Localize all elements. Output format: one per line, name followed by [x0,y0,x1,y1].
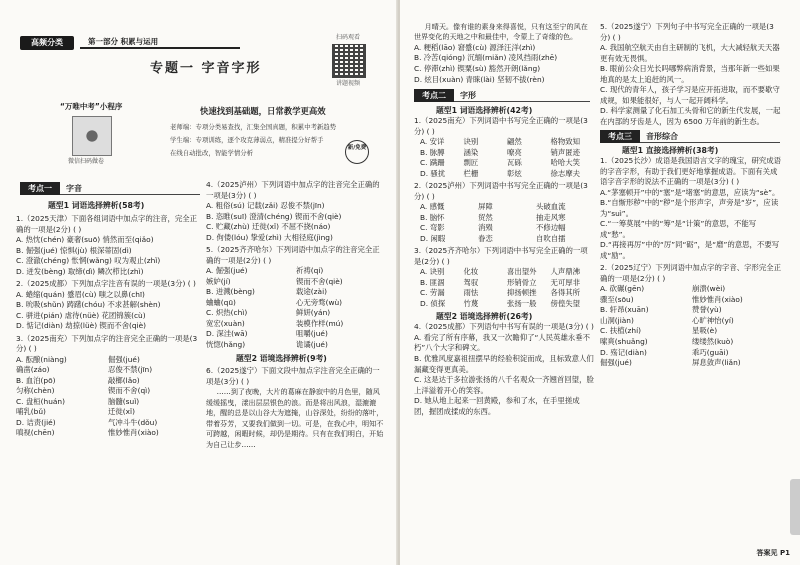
option-part: 祈祷(qí) [296,266,324,276]
option[interactable]: C. 现代的青年人，孩子学习是应开拓进取，而不要歇守成规，如果能很好，与人一起开阔科学。 [600,85,780,105]
option[interactable]: A. 蜷缩(quán) 蹙眉(cù) 嗤之以鼻(chī) [16,289,145,299]
subsection-heading: 题型1 直接选择辨析(38考) [622,146,719,156]
word: 消殒 [478,223,493,233]
free-badge: 新/免费 [345,140,369,164]
option-part: 诡谲(jué) [296,339,328,349]
section-tag: 考点三 [600,130,640,143]
option[interactable]: A. 粗俗(sú) 记载(zǎi) 忍俊不禁(jīn) [206,201,325,211]
answer-reference: 答案见 P1 [756,549,790,558]
option-part: 山洞(jiàn) [600,315,634,325]
column-1 [16,214,200,441]
word: 瓦砾 [507,158,522,168]
option-part: 装模作样(mú) [296,318,344,328]
option-part: 崩溃(wèi) [692,284,726,294]
option[interactable]: C. 弯影 [420,223,445,233]
word: 屏障 [478,202,493,212]
option[interactable]: C. 蹒跚 [420,158,445,168]
option[interactable]: A. 热忱(chén) 豪奢(suō) 悄然而至(qiǎo) [16,235,154,245]
word: 诀别 [463,137,479,147]
word: 涵染 [463,147,479,157]
option-part: 气冲斗牛(dǒu) [108,417,158,427]
option[interactable]: B. 冷苦(qióng) 沉缅(miǎn) 凌风挡雨(zhē) [414,53,558,63]
word: 竹蔑 [463,298,479,308]
option[interactable]: D.“再接再厉”中的“厉”同“砺”，是“磨”的意思，不要写成“励”。 [600,240,780,260]
word: 抑扬顿挫 [507,288,537,298]
option-part: 锲而不舍(qiè) [296,276,343,286]
option[interactable]: D. 她从地上起来一回黄殿，参和了水，在手里搓成团，握团成揉成的东西。 [414,396,580,416]
word: 格物致知 [550,137,581,147]
option[interactable]: D. 侦探 [420,298,446,308]
word: 头破血流 [536,202,566,212]
word: 栏栅 [463,168,479,178]
question-stem: 1.（2025长沙）成语是我国语言文字的瑰宝，研究成语的字音字形，有助于我们更好地掌握成语。下面有关成语字音字形的说法不正确的一项是(3分) ( ) [600,156,782,187]
section-tag: 考点二 [414,89,454,102]
question-3 [16,334,200,439]
promo-line: 学生端：专项训练，逐个攻克薄弱点，精准提分好帮手 [170,136,324,144]
option[interactable]: C. 骈进(pián) 虐待(nüè) 花团锦簇(cù) [16,310,146,320]
option[interactable]: B. 血泊(pō) [16,375,56,385]
word: 贸然 [478,212,493,222]
option[interactable]: A. 诀别 [420,267,445,277]
word: 无可厚非 [550,277,581,287]
option[interactable]: C. 劳漏 [420,288,445,298]
option[interactable]: A. 感慨 [420,202,445,212]
option[interactable]: D. 闲暇 [420,233,446,243]
option-part: 嗔视(chēn) [16,428,55,438]
option[interactable]: C. 这是达于多拉游张扬的八千名观众一齐翘首回望，脸上洋溢着开心的笑容。 [414,375,594,395]
option-part: 骤至(sōu) [600,294,634,304]
option-part: 惟妙惟肖(xiào) [692,294,743,304]
question-stem: 4.（2025泸州）下列词语中加点字的注音完全正确的一项是(3分) ( ) [206,180,380,200]
question-stem: 3.（2025齐齐哈尔）下列词语中书写完全正确的一项是(2分) ( ) [414,246,588,266]
question-5 [206,245,386,350]
question-4 [206,180,386,243]
promo-line: 老师端：专项分类易查找，汇集全国真题，积累中考新趋势 [170,123,337,131]
option[interactable]: A. 我国航空航天由自主研制的飞机，大大减轻航天天器更有效无畏惧。 [600,43,780,63]
question-stem: 2.（2025成都）下列加点字注音有误的一项是(3分) ( ) [16,279,196,289]
option-part: 乖巧(guāi) [692,347,729,357]
word: 张扬一般 [507,298,537,308]
word: 翩然 [507,137,522,147]
reading-passage: ……到了夜晚，大片的葛麻在静寂中的月色里，随风缓缓摇曳，漾出层层银色的浪。而是将出风浪，湿漉漉地，醒的总是以山谷大为遮掩，山谷深处，纷纷的落叶，带着芬芳，又要我们做到一切。可是，在我心中，明知不可跨越，闲暇时候，却仍是期待。只有在我们明白，开始为自己让步…… [206,387,384,449]
option[interactable]: C. 停滞(zhì) 锲粟(sù) 豁然开朗(lǎng) [414,64,541,73]
option-part: 锲而不舍(qì) [108,386,151,396]
page-thumb-tab [790,479,800,535]
question-stem: 4.（2025成都）下列语句中书写有误的一项是(3分) ( ) [414,322,594,332]
option-part: 确凿(záo) [16,365,50,375]
column-3 [414,22,594,419]
option[interactable]: B. 脑怀 [420,212,445,222]
option-part: 敲榔(lǎo) [108,375,140,385]
option[interactable]: D. 佝偻(lóu) 挚爱(zhì) 大相径庭(jìng) [206,232,333,242]
option-part: 倔强(jué) [600,358,632,368]
question-r2 [414,181,594,244]
option-part: 屏息敛声(liǎn) [692,358,741,368]
question-stem: 2.（2025泸州）下列词语中书写完全正确的一项是(3分) ( ) [414,181,588,201]
option[interactable]: C. 贮藏(zhù) 迁徙(xǐ) 不屈不挠(náo) [206,222,331,232]
qr-caption-bottom: 讲题视频 [336,80,361,87]
column-2 [206,180,386,452]
option-part: 惟妙惟肖(xiào) [108,428,159,438]
word: 傍偟失望 [550,298,581,308]
option[interactable]: A. 看完了所有序幕，我又一次瞻仰了“人民英雄永垂不朽”八个大字和碑文。 [414,332,591,353]
option-part: 倔强(jué) [108,354,140,364]
part-header: 第一部分 积累与运用 [80,36,240,49]
series-logo: 高频分类 [20,36,74,50]
question-2 [16,279,200,332]
question-r6 [600,156,784,261]
section-header-combined [600,130,780,143]
option-part: 脑髓(suǐ) [108,396,140,406]
option[interactable]: C. 盘桓(huán) [16,396,65,406]
question-stem: 2.（2025辽宁）下列词语中加点字的字音、字形完全正确的一项是(2分) ( ) [600,263,782,283]
option[interactable]: A. 安详 [420,137,445,147]
option-part: 哺乳(bǔ) [16,407,46,417]
section-title: 音形综合 [646,132,678,142]
mini-qr-caption: 微信扫码做卷 [68,158,105,165]
section-title: 字形 [460,91,476,101]
word: 哈哈大笑 [550,158,581,168]
option[interactable]: B. 匪涸 [420,277,445,287]
option[interactable]: D. 骚扰 [420,168,446,178]
option[interactable]: B. 恣睢(suī) 澄清(chéng) 锲而不舍(qiè) [206,211,342,221]
option[interactable]: D. 诘责(jié) [16,417,56,427]
option[interactable]: D. 炫目(xuàn) 青睐(lài) 坚韧不拔(rèn) [414,74,545,84]
option[interactable]: B. 眼前公众日光长吗哪弊病消背景，当那年新一些如果地真的是太上追赶的风一。 [600,64,780,84]
mini-program-qr-code[interactable] [72,116,112,156]
question-stem: 6.（2025遂宁）下面文段中加点字注音完全正确的一项是(3分) ( ) [206,366,380,386]
option-part: 缕缕然(kuò) [692,336,734,346]
option[interactable]: D. 科学家测量了化石加工头骨和它的新生代发展，一起在内部的牙齿是人，因为 6500 万年前的新生态。 [600,106,781,126]
option[interactable]: C.“一筹莫展”中的“筹”是“计策”的意思，不能写成“愁”。 [600,219,757,239]
word: 各得其所 [550,288,581,298]
option-part: 匀称(chèn) [16,386,55,396]
subsection-heading: 题型1 词语选择辨析(58考) [48,201,145,210]
left-page [0,0,398,565]
topic-title: 专题一 字音字形 [150,61,262,76]
question-r4 [414,322,594,417]
option-part: 宽宏(xuàn) [206,318,245,328]
word: 不修边幅 [536,223,566,233]
word: 徐志摩夫 [550,168,581,178]
option[interactable]: B. 迸溅(bèng) [206,287,255,297]
word: 彰炫 [507,168,522,178]
option-part: 嗦爽(shuǎng) [600,336,648,346]
option-part: 嫉妒(jí) [206,276,231,286]
question-stem: 5.（2025遂宁）下列句子中书写完全正确的一项是(3分) ( ) [600,22,774,42]
option[interactable]: B. 吮吸(shǔn) 踌躇(chóu) 不求甚解(shèn) [16,300,161,310]
question-stem: 3.（2025南充）下列加点字的注音完全正确的一项是(3分) ( ) [16,333,198,354]
option[interactable]: C. 扶植(zhí) [600,326,642,336]
word: 形销骨立 [507,277,537,287]
question-r3 [414,246,594,309]
option[interactable]: B. 脉膊 [420,147,445,157]
option-part: 心无旁骛(wù) [296,297,343,307]
option-part: 蛐蛐(qū) [206,297,236,307]
word: 销声匿迹 [550,147,581,157]
promo-line: 在线自动批改，智能学情分析 [170,149,254,157]
question-stem: 5.（2025齐齐哈尔）下列词语中加点字的注音完全正确的一项是(2分) ( ) [206,245,380,265]
word: 自吹自擂 [536,233,566,243]
option[interactable]: A. 砍碾(gēn) [600,284,645,294]
word: 人声鼎沸 [550,267,581,277]
option[interactable]: D. 迸发(bèng) 取缔(dì) 鳞次栉比(zhì) [16,266,144,276]
option[interactable]: A. 倔强(jué) [206,266,248,276]
right-page [400,0,800,565]
section-title: 字音 [66,184,82,193]
video-qr-code[interactable] [332,44,366,78]
option[interactable]: B.“自惭形秽”中的“秽”是个形声字，声旁是“岁”，应读为“suì”。 [600,198,779,218]
option[interactable]: B. 轩昂(xuān) [600,305,649,315]
option[interactable]: C. 澄澈(chéng) 怅惘(wǎng) 叹为观止(zhǐ) [16,256,161,266]
option-part: 载途(zài) [296,287,328,297]
mini-program-label: “万唯中考”小程序 [60,102,123,111]
option-part: 赞誉(yù) [692,305,722,315]
question-stem: 1.（2025天津）下面各组词语中加点字的注音，完全正确的一项是(2分) ( ) [16,214,198,234]
subsection-heading: 题型2 语境选择辨析(26考) [436,312,533,322]
question-stem: 1.（2025南充）下列词语中书写完全正确的一项是(3分) ( ) [414,116,588,136]
option-part: 星吸(è) [692,326,718,336]
option[interactable]: B. 倔强(jué) 惊惧(jù) 根深蒂固(dì) [16,245,132,255]
option[interactable]: A. 酝酿(niàng) [16,354,67,364]
option[interactable]: B. 优雅风度嘉祖扭摆早的经验积淀而成，且标致意人们漏藏变得更真美。 [414,353,594,374]
option[interactable]: A.“茅塞顿开”中的“塞”是“堵塞”的意思，应读为“sè”。 [600,187,780,197]
option[interactable]: D. 殇记(diàn) [600,347,647,357]
word: 驾驭 [463,277,479,287]
word: 化妆 [463,267,479,277]
qr-caption-top: 扫码观看 [336,34,361,41]
section-header-pronunciation [20,182,200,195]
promo-title: 快速找到基础题，日常教学更高效 [200,106,326,116]
section-tag: 考点一 [20,182,60,195]
word: 雨怯 [463,288,479,298]
option[interactable]: D. 深洼(wā) [206,329,248,339]
option-part: 心旷神怡(yí) [692,315,734,325]
word: 眷恋 [478,233,493,243]
option-part: 鲜妍(yán) [296,308,331,318]
word: 嘹亮 [507,147,522,157]
word: 剽匠 [463,158,479,168]
option-part: 迁徙(xǐ) [108,407,135,417]
word: 喜出望外 [507,267,537,277]
section-header-glyph [414,89,590,102]
question-r1 [414,116,594,179]
option[interactable]: A. 粳稻(lāo) 窘蹙(cù) 源泽汪洋(zhì) [414,42,536,52]
column-4 [600,22,784,371]
option-part: 咀嚼(jué) [296,329,328,339]
question-r5 [600,22,784,127]
option-part: 恍惚(hǎng) [206,339,246,349]
question-6 [206,366,386,450]
question-1 [16,214,200,277]
subsection-heading: 题型2 语境选择辨析(9考) [236,354,327,364]
question-r7 [600,263,784,368]
word: 抽走风寒 [536,212,566,222]
reading-passage-continued: 月晴天。像有谁的素身来得喜悦，只有这至宁的风在世界变化的天地之中和最佳中，令蒙上了奇缘的色。 [414,22,588,42]
option-part: 忍俊不禁(jīn) [108,365,153,375]
subsection-heading: 题型1 词语选择辨析(42考) [436,106,533,116]
option[interactable]: C. 炽热(chì) [206,308,248,318]
option[interactable]: D. 惦记(diàn) 劫掠(lüè) 锲而不舍(qiè) [16,321,147,331]
